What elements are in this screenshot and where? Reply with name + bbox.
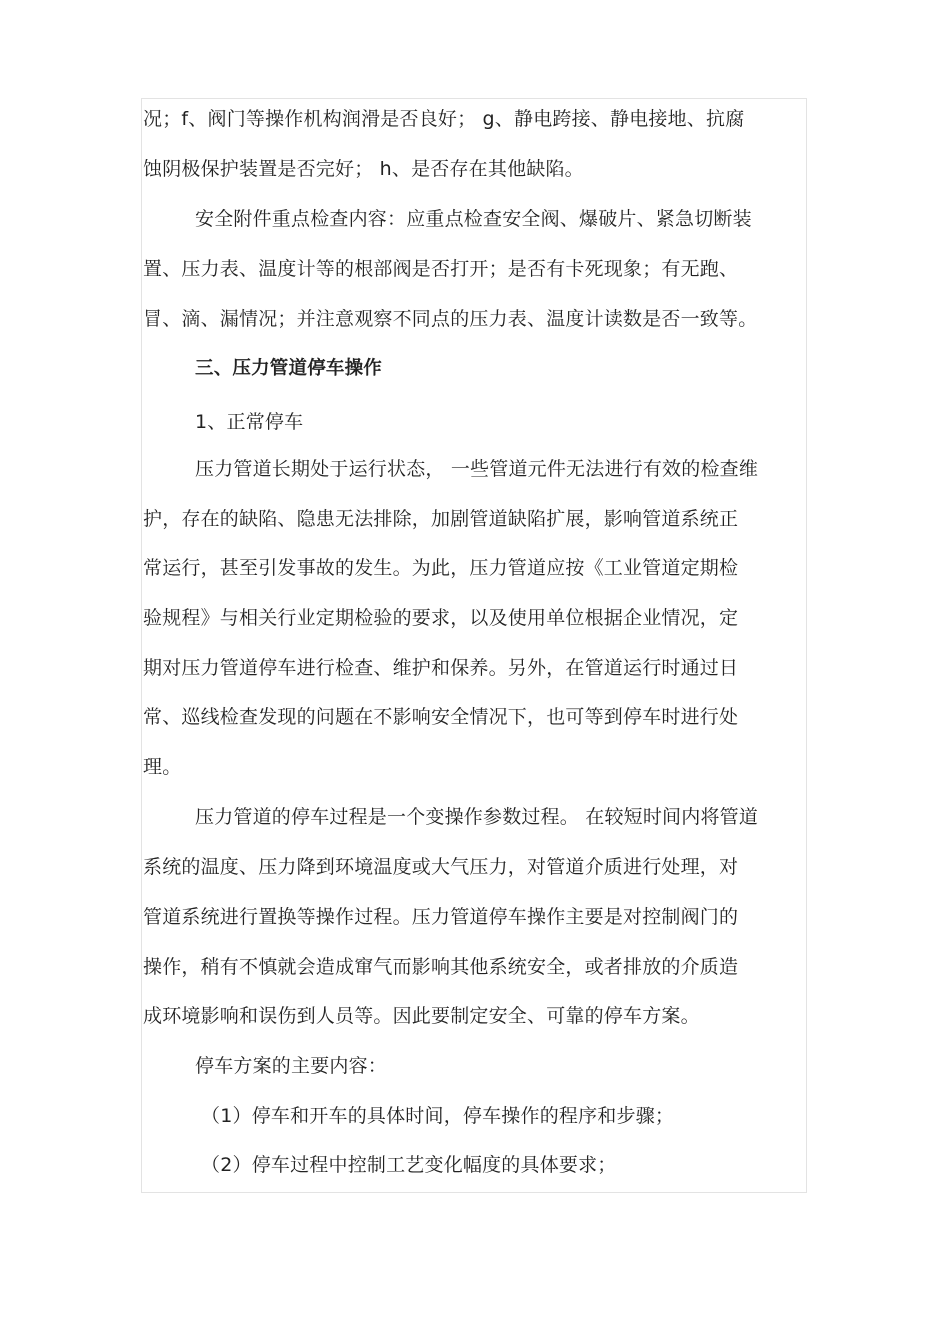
- paragraph-line: 成环境影响和误伤到人员等。因此要制定安全、可靠的停车方案。: [143, 1005, 700, 1027]
- paragraph-line: 管道系统进行置换等操作过程。压力管道停车操作主要是对控制阀门的: [143, 906, 739, 928]
- paragraph-line: 置、压力表、温度计等的根部阀是否打开；是否有卡死现象；有无跑、: [143, 258, 739, 280]
- paragraph-line: 停车方案的主要内容：: [195, 1055, 388, 1077]
- list-item: （1）停车和开车的具体时间，停车操作的程序和步骤；: [201, 1105, 675, 1127]
- paragraph-line: 期对压力管道停车进行检查、维护和保养。另外，在管道运行时通过日: [143, 657, 739, 679]
- section-heading: 三、压力管道停车操作: [195, 358, 383, 379]
- list-item: （2）停车过程中控制工艺变化幅度的具体要求；: [201, 1154, 617, 1176]
- paragraph-line: 安全附件重点检查内容：应重点检查安全阀、爆破片、紧急切断装: [195, 208, 752, 230]
- paragraph-line: 系统的温度、压力降到环境温度或大气压力，对管道介质进行处理，对: [143, 856, 739, 878]
- paragraph-line: 常、巡线检查发现的问题在不影响安全情况下，也可等到停车时进行处: [143, 706, 739, 728]
- paragraph-line: 常运行，甚至引发事故的发生。为此，压力管道应按《工业管道定期检: [143, 557, 739, 579]
- paragraph-line: 压力管道长期处于运行状态， 一些管道元件无法进行有效的检查维: [195, 458, 759, 480]
- paragraph-line: 护，存在的缺陷、隐患无法排除，加剧管道缺陷扩展，影响管道系统正: [143, 508, 739, 530]
- paragraph-line: 况；f、阀门等操作机构润滑是否良好； g、静电跨接、静电接地、抗腐: [143, 108, 745, 130]
- paragraph-line: 操作，稍有不慎就会造成窜气而影响其他系统安全，或者排放的介质造: [143, 956, 739, 978]
- paragraph-line: 理。: [143, 756, 182, 778]
- paragraph-line: 冒、滴、漏情况；并注意观察不同点的压力表、温度计读数是否一致等。: [143, 308, 758, 330]
- paragraph-line: 压力管道的停车过程是一个变操作参数过程。 在较短时间内将管道: [195, 806, 759, 828]
- paragraph-line: 验规程》与相关行业定期检验的要求，以及使用单位根据企业情况，定: [143, 607, 739, 629]
- paragraph-line: 蚀阴极保护装置是否完好； h、是否存在其他缺陷。: [143, 158, 584, 180]
- subsection-heading: 1、正常停车: [195, 411, 304, 433]
